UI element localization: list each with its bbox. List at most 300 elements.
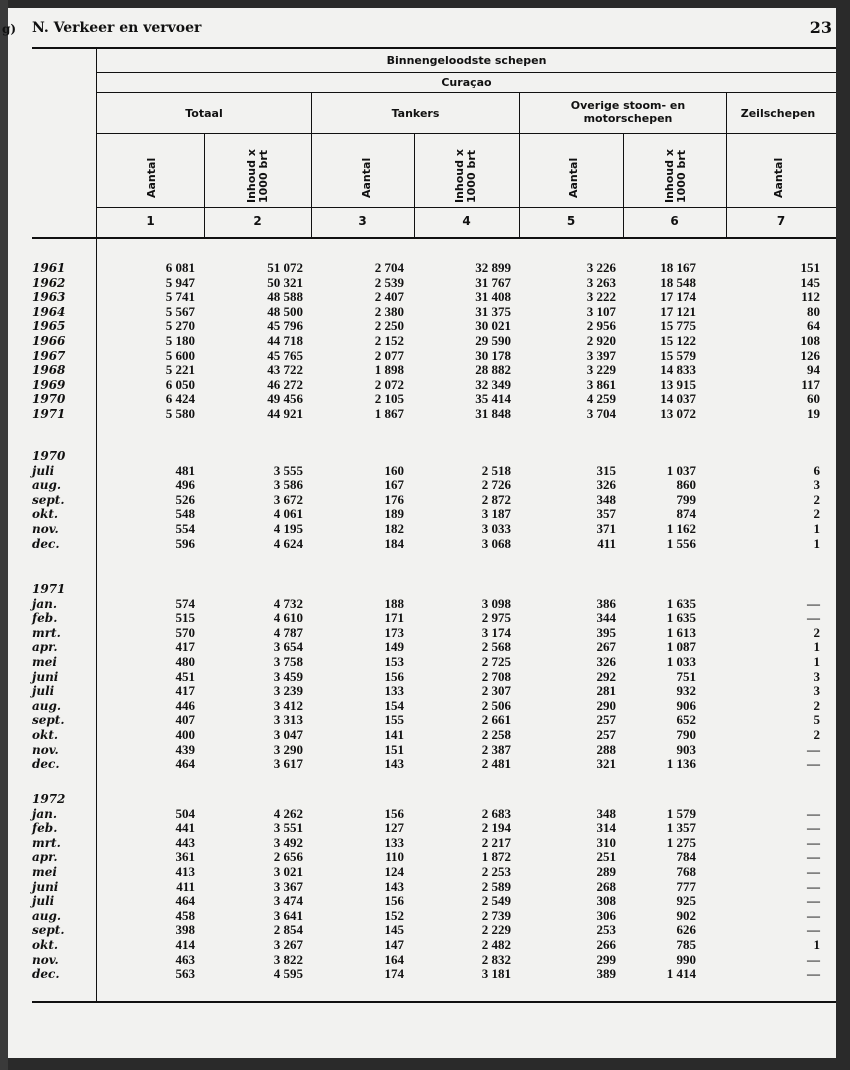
table-cell-col-3: 1 867 [374,406,404,421]
table-cell-col-2: 3 654 [273,639,303,655]
col-group-tankers: Tankers [391,107,440,120]
table-cell-col-5: 371 [596,521,616,536]
table-cell-col-1: 526 [175,491,195,507]
table-cell-col-1: 414 [175,937,195,952]
table-cell-col-2: 3 822 [273,951,303,967]
col-number-6: 6 [670,214,679,228]
table-cell-col-3: 110 [385,849,404,865]
table-cell-col-6: 1 635 [666,610,696,626]
table-cell-col-7: 3 [813,668,820,684]
table-cell-col-3: 141 [384,727,404,742]
table-cell-col-1: 439 [175,741,195,757]
row-label: juni [32,879,59,894]
table-cell-col-4: 2 739 [481,907,511,923]
row-label: dec. [32,757,60,772]
table-cell-col-7: 1 [813,654,820,669]
table-cell-col-7: — [807,610,820,626]
table-cell-col-3: 171 [384,610,404,626]
table-cell-col-7: 3 [813,477,820,493]
table-cell-col-5: 3 861 [586,376,616,392]
row-label: 1966 [32,334,66,348]
row-label: jan. [32,806,58,821]
table-cell-col-7: — [807,595,820,611]
table-cell-col-1: 5 580 [165,406,195,421]
table-cell-col-1: 464 [175,756,195,772]
table-cell-col-4: 2 683 [481,805,511,821]
table-cell-col-4: 3 068 [481,535,511,551]
table-cell-col-2: 3 555 [273,462,303,478]
table-cell-col-6: 784 [676,849,696,865]
table-cell-col-4: 2 482 [481,937,511,952]
table-cell-col-7: 108 [800,333,820,348]
table-cell-col-1: 480 [175,654,195,669]
table-cell-col-5: 3 704 [586,406,616,421]
table-cell-col-4: 2 229 [481,922,511,938]
row-label: feb. [32,821,58,836]
table-cell-col-2: 3 641 [273,907,303,923]
table-cell-col-6: 1 635 [666,595,696,611]
table-cell-col-1: 6 081 [165,260,195,275]
table-cell-col-6: 14 037 [660,391,696,407]
table-cell-col-2: 4 262 [273,805,303,821]
table-cell-col-4: 3 098 [481,595,511,611]
table-cell-col-4: 28 882 [475,362,511,378]
table-cell-col-5: 389 [596,966,616,982]
table-cell-col-1: 464 [175,893,195,909]
table-cell-col-1: 5 741 [165,289,195,305]
table-cell-col-4: 2 258 [481,727,511,742]
row-label: nov. [32,522,59,536]
table-cell-col-1: 458 [175,907,195,923]
row-label: nov. [32,952,59,967]
table-cell-col-3: 2 380 [374,303,404,319]
scan-edge [0,0,8,1070]
header-rule [32,47,836,49]
table-cell-col-7: 19 [807,406,820,421]
table-cell-col-2: 44 921 [267,406,303,421]
table-cell-col-1: 596 [175,535,195,551]
table-cell-col-2: 3 492 [273,834,303,850]
table-cell-col-5: 3 397 [586,347,616,363]
table-cell-col-6: 777 [676,878,696,894]
table-cell-col-1: 5 600 [165,347,195,363]
table-cell-col-7: 2 [813,624,820,640]
table-cell-col-7: 2 [813,697,820,713]
row-label: 1967 [32,348,66,363]
table-cell-col-7: — [807,756,820,772]
table-cell-col-3: 2 407 [374,289,404,305]
table-cell-col-1: 5 180 [165,333,195,348]
table-cell-col-7: 94 [807,362,820,378]
table-cell-col-3: 164 [384,951,404,967]
table-cell-col-1: 446 [175,697,195,713]
table-cell-col-6: 932 [676,683,696,699]
table-cell-col-5: 267 [596,639,616,655]
table-cell-col-6: 902 [676,907,696,923]
table-cell-col-2: 3 239 [273,683,303,699]
table-cell-col-4: 2 708 [481,668,511,684]
table-cell-col-1: 563 [175,966,195,982]
row-label: 1963 [32,290,66,305]
row-label: 1971 [32,407,66,421]
col-label-7: Aantal [772,157,785,198]
table-cell-col-3: 127 [384,820,404,836]
table-cell-col-3: 152 [384,907,404,923]
table-cell-col-3: 182 [384,521,404,536]
table-cell-col-4: 31 408 [475,289,511,305]
table-cell-col-7: 1 [813,521,820,536]
table-cell-col-3: 156 [384,805,404,821]
rule [97,207,836,208]
table-cell-col-7: 2 [813,491,820,507]
table-cell-col-7: — [807,849,820,865]
row-label: aug. [32,478,62,493]
table-cell-col-3: 2 077 [374,347,404,363]
table-cell-col-1: 570 [175,624,195,640]
table-cell-col-5: 326 [596,477,616,493]
table-cell-col-3: 184 [384,535,404,551]
table-cell-col-5: 357 [596,506,616,522]
row-label: 1962 [32,275,66,290]
row-label: jan. [32,596,58,611]
row-label: dec. [32,536,60,551]
table-cell-col-6: 790 [676,727,696,742]
table-cell-col-2: 51 072 [267,260,303,275]
table-cell-col-6: 15 122 [660,333,696,348]
body-top-rule [32,237,836,239]
bottom-rule [32,1001,836,1003]
row-label: 1961 [32,261,66,275]
table-cell-col-1: 463 [175,951,195,967]
table-cell-col-4: 2 387 [481,741,511,757]
table-cell-col-2: 3 313 [273,712,303,728]
table-cell-col-2: 3 459 [273,668,303,684]
table-cell-col-3: 176 [384,491,404,507]
table-cell-col-3: 1 898 [374,362,404,378]
row-label: nov. [32,742,59,757]
table-cell-col-6: 1 357 [666,820,696,836]
table-cell-col-2: 3 412 [273,697,303,713]
table-cell-col-5: 268 [596,878,616,894]
table-cell-col-6: 903 [676,741,696,757]
table-cell-col-5: 306 [596,907,616,923]
table-cell-col-7: 3 [813,683,820,699]
table-cell-col-3: 2 539 [374,274,404,290]
table-cell-col-3: 2 105 [374,391,404,407]
table-cell-col-3: 149 [384,639,404,655]
table-cell-col-4: 2 726 [481,477,511,493]
col-label-3: Aantal [360,157,373,198]
row-label: sept. [32,923,65,938]
table-cell-col-1: 400 [175,727,195,742]
row-label: 1968 [32,363,66,378]
table-cell-col-1: 5 270 [165,318,195,334]
table-cell-col-4: 2 832 [481,951,511,967]
table-cell-col-2: 3 474 [273,893,303,909]
table-cell-col-3: 2 072 [374,376,404,392]
stub-divider [96,49,97,1001]
table-cell-col-3: 160 [384,462,404,478]
table-cell-col-6: 768 [676,864,696,879]
table-cell-col-1: 554 [175,521,195,536]
table-cell-col-5: 2 956 [586,318,616,334]
table-cell-col-1: 411 [176,878,195,894]
table-cell-col-2: 3 367 [273,878,303,894]
table-cell-col-7: 112 [801,289,820,305]
table-cell-col-7: — [807,951,820,967]
col-number-3: 3 [358,214,367,228]
table-cell-col-7: 60 [807,391,820,407]
table-cell-col-4: 2 549 [481,893,511,909]
row-label: 1969 [32,377,66,392]
row-label: aug. [32,908,62,923]
col-group-totaal: Totaal [185,107,223,120]
table-cell-col-5: 411 [597,535,616,551]
table-cell-col-5: 281 [596,683,616,699]
col-label-2: Inhoud x 1000 brt [245,149,270,203]
table-cell-col-5: 3 263 [586,274,616,290]
table-cell-col-7: 1 [813,937,820,952]
table-cell-col-3: 167 [384,477,404,493]
table-cell-col-4: 2 217 [481,834,511,850]
table-cell-col-2: 43 722 [267,362,303,378]
table-cell-col-2: 45 765 [267,347,303,363]
table-cell-col-4: 2 253 [481,864,511,879]
table-cell-col-4: 30 021 [475,318,511,334]
table-cell-col-7: 2 [813,506,820,522]
table-cell-col-6: 1 037 [666,462,696,478]
row-label: 1965 [32,319,66,334]
table-cell-col-2: 3 551 [273,820,303,836]
table-cell-col-5: 315 [596,462,616,478]
table-cell-col-4: 3 187 [481,506,511,522]
table-cell-col-6: 1 087 [666,639,696,655]
col-label-1: Aantal [145,157,158,198]
table-cell-col-6: 18 548 [660,274,696,290]
table-cell-col-2: 4 787 [273,624,303,640]
col-number-2: 2 [253,214,262,228]
table-cell-col-6: 1 162 [666,521,696,536]
table-cell-col-4: 30 178 [475,347,511,363]
row-label: mei [32,865,57,879]
table-cell-col-4: 31 767 [475,274,511,290]
table-cell-col-1: 417 [175,639,195,655]
group-header: Binnengeloodste schepen [386,54,547,67]
table-cell-col-5: 257 [596,712,616,728]
col-label-5: Aantal [567,157,580,198]
table-cell-col-1: 443 [175,834,195,850]
table-cell-col-5: 257 [596,727,616,742]
table-cell-col-6: 799 [676,491,696,507]
rule [97,72,836,73]
col-group-zeilschepen: Zeilschepen [740,107,816,120]
table-cell-col-6: 14 833 [660,362,696,378]
page-title: N. Verkeer en vervoer [32,20,202,36]
table-cell-col-3: 2 704 [374,260,404,275]
table-cell-col-1: 5 567 [165,303,195,319]
col-number-7: 7 [776,214,786,228]
table-cell-col-7: 6 [813,462,820,478]
col-number-1: 1 [146,214,155,228]
table-cell-col-7: 1 [813,535,820,551]
table-cell-col-6: 1 414 [666,966,696,982]
table-cell-col-1: 441 [175,820,195,836]
table-cell-col-6: 990 [676,951,696,967]
table-cell-col-2: 3 047 [273,727,303,742]
table-cell-col-7: — [807,893,820,909]
table-cell-col-5: 299 [596,951,616,967]
table-cell-col-6: 751 [676,668,696,684]
table-cell-col-5: 308 [596,893,616,909]
table-cell-col-1: 5 947 [165,274,195,290]
table-cell-col-6: 13 915 [660,376,696,392]
table-cell-col-4: 29 590 [475,333,511,348]
col-label-4: Inhoud x 1000 brt [453,149,478,203]
table-cell-col-6: 860 [676,477,696,493]
table-cell-col-5: 326 [596,654,616,669]
table-cell-col-4: 2 568 [481,639,511,655]
table-cell-col-3: 153 [384,654,404,669]
table-cell-col-1: 5 221 [165,362,195,378]
table-cell-col-5: 348 [596,805,616,821]
row-label: juli [32,894,55,909]
table-cell-col-5: 266 [596,937,616,952]
table-cell-col-3: 156 [384,893,404,909]
table-cell-col-3: 173 [384,624,404,640]
table-cell-col-4: 3 174 [481,624,511,640]
table-cell-col-5: 3 229 [586,362,616,378]
row-label: mrt. [32,835,61,850]
table-cell-col-4: 32 899 [475,260,511,275]
table-cell-col-5: 3 222 [586,289,616,305]
table-cell-col-4: 31 848 [475,406,511,421]
table-cell-col-6: 1 275 [666,834,696,850]
table-cell-col-3: 133 [384,683,404,699]
table-cell-col-6: 1 613 [666,624,696,640]
table-cell-col-2: 2 854 [273,922,303,938]
table-cell-col-1: 451 [175,668,195,684]
table-cell-col-7: 126 [800,347,820,363]
table-cell-col-2: 44 718 [267,333,303,348]
table-cell-col-7: — [807,834,820,850]
table-cell-col-7: 5 [813,712,820,728]
table-cell-col-4: 2 518 [481,462,511,478]
col-group-overige: Overige stoom- en motorschepen [570,99,686,125]
table-cell-col-1: 6 424 [165,391,195,407]
table-cell-col-3: 2 152 [374,333,404,348]
table-cell-col-2: 3 021 [273,864,303,879]
table-cell-col-5: 253 [596,922,616,938]
table-cell-col-5: 290 [596,697,616,713]
table-cell-col-4: 2 589 [481,878,511,894]
table-cell-col-3: 174 [384,966,404,982]
table-cell-col-7: 117 [801,376,820,392]
table-cell-col-4: 2 661 [481,712,511,728]
table-cell-col-3: 143 [384,878,404,894]
table-cell-col-5: 386 [596,595,616,611]
table-cell-col-1: 407 [175,712,195,728]
col-number-5: 5 [566,214,576,228]
table-cell-col-6: 652 [676,712,696,728]
block-year-title: 1970 [32,449,66,463]
table-cell-col-6: 1 556 [666,535,696,551]
row-label: 1970 [32,392,66,407]
table-cell-col-7: 2 [813,727,820,742]
table-cell-col-2: 3 758 [273,654,303,669]
row-label: sept. [32,492,65,507]
row-label: feb. [32,611,58,626]
table-cell-col-4: 3 181 [481,966,511,982]
row-label: juli [32,463,55,478]
table-cell-col-1: 417 [175,683,195,699]
table-cell-col-5: 395 [596,624,616,640]
table-cell-col-3: 133 [384,834,404,850]
table-cell-col-5: 3 107 [586,303,616,319]
table-cell-col-7: — [807,805,820,821]
table-cell-col-7: 145 [800,274,820,290]
table-cell-col-6: 785 [676,937,696,952]
row-label: okt. [32,728,59,742]
table-cell-col-3: 154 [384,697,404,713]
row-label: apr. [32,850,58,865]
table-cell-col-6: 18 167 [660,260,696,275]
row-label: juli [32,684,55,699]
table-cell-col-7: — [807,922,820,938]
table-cell-col-4: 35 414 [475,391,511,407]
table-cell-col-2: 3 586 [273,477,303,493]
table-cell-col-5: 314 [596,820,616,836]
table-cell-col-2: 4 061 [273,506,303,522]
table-cell-col-7: 151 [800,260,820,275]
table-cell-col-3: 147 [384,937,404,952]
table-cell-col-6: 1 136 [666,756,696,772]
table-cell-col-6: 17 174 [660,289,696,305]
page-number: 23 [809,18,832,37]
table-cell-col-3: 189 [384,506,404,522]
table-cell-col-1: 548 [175,506,195,522]
table-cell-col-4: 1 872 [481,849,511,865]
table-cell-col-6: 906 [676,697,696,713]
table-cell-col-6: 13 072 [660,406,696,421]
row-label: apr. [32,640,58,655]
table-cell-col-4: 2 872 [481,491,511,507]
table-cell-col-6: 15 775 [660,318,696,334]
table-cell-col-5: 2 920 [586,333,616,348]
table-cell-col-2: 3 672 [273,491,303,507]
table-cell-col-3: 151 [384,741,404,757]
table-cell-col-5: 289 [596,864,616,879]
row-label: juni [32,669,59,684]
table-cell-col-7: 64 [807,318,820,334]
row-label: okt. [32,938,59,952]
table-cell-col-2: 3 290 [273,741,303,757]
block-year-title: 1972 [32,792,66,806]
table-cell-col-6: 15 579 [660,347,696,363]
table-cell-col-5: 344 [596,610,616,626]
table-cell-col-2: 4 610 [273,610,303,626]
table-cell-col-3: 155 [384,712,404,728]
table-cell-col-5: 288 [596,741,616,757]
table-cell-col-1: 481 [175,462,195,478]
table-cell-col-2: 4 732 [273,595,303,611]
table-cell-col-2: 4 624 [273,535,303,551]
table-cell-col-4: 3 033 [481,521,511,536]
table-cell-col-1: 574 [175,595,195,611]
table-cell-col-6: 626 [676,922,696,938]
table-cell-col-6: 1 033 [666,654,696,669]
table-cell-col-4: 31 375 [475,303,511,319]
table-cell-col-5: 348 [596,491,616,507]
